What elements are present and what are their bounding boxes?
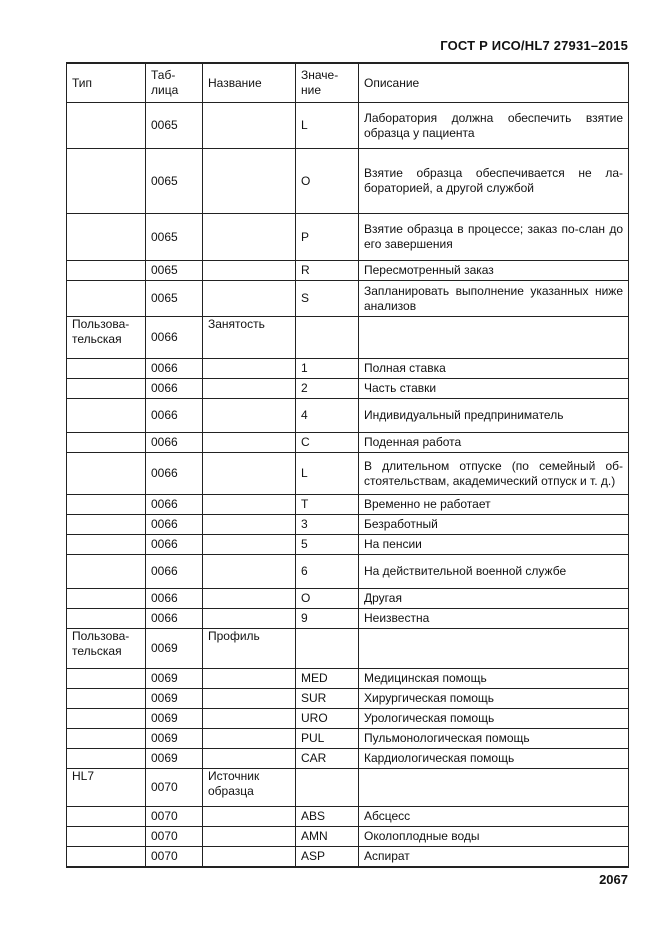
column-header-type: Тип [67, 63, 146, 103]
table-row [67, 214, 629, 261]
cell-type [67, 281, 146, 317]
cell-description: Урологическая помощь [359, 709, 629, 729]
cell-value: 3 [296, 515, 359, 535]
cell-name [203, 359, 296, 379]
cell-table: 0066 [146, 317, 203, 359]
cell-type [67, 149, 146, 214]
cell-name [203, 261, 296, 281]
table-row [67, 807, 629, 827]
cell-name [203, 214, 296, 261]
table-row [67, 709, 629, 729]
cell-value: MED [296, 669, 359, 689]
cell-value: PUL [296, 729, 359, 749]
cell-type [67, 669, 146, 689]
table-row [67, 589, 629, 609]
cell-type [67, 555, 146, 589]
cell-value [296, 629, 359, 669]
cell-table: 0069 [146, 629, 203, 669]
table-row [67, 729, 629, 749]
cell-table: 0066 [146, 515, 203, 535]
cell-name [203, 827, 296, 847]
cell-description: Лаборатория должна обеспечить взятие образца у пациента [359, 103, 629, 149]
cell-value: 5 [296, 535, 359, 555]
table-row [67, 261, 629, 281]
cell-name [203, 749, 296, 769]
cell-description: Кардиологическая помощь [359, 749, 629, 769]
cell-description: Пересмотренный заказ [359, 261, 629, 281]
cell-type [67, 689, 146, 709]
cell-table: 0066 [146, 359, 203, 379]
cell-value: S [296, 281, 359, 317]
cell-description: Хирургическая помощь [359, 689, 629, 709]
cell-value: 9 [296, 609, 359, 629]
cell-type [67, 729, 146, 749]
cell-description: Запланировать выполнение указанных ниже анализов [359, 281, 629, 317]
table-row [67, 149, 629, 214]
cell-table: 0066 [146, 399, 203, 433]
table-row [67, 827, 629, 847]
cell-table: 0070 [146, 769, 203, 807]
table-row [67, 555, 629, 589]
table-row [67, 749, 629, 769]
cell-value: URO [296, 709, 359, 729]
cell-name [203, 669, 296, 689]
cell-value: C [296, 433, 359, 453]
cell-description: Другая [359, 589, 629, 609]
column-header-value: Значе- ние [296, 63, 359, 103]
table-row [67, 669, 629, 689]
column-header-table: Таб- лица [146, 63, 203, 103]
cell-type [67, 827, 146, 847]
cell-type: Пользова- тельская [67, 629, 146, 669]
table-row [67, 609, 629, 629]
cell-name [203, 609, 296, 629]
cell-table: 0066 [146, 453, 203, 495]
cell-type [67, 103, 146, 149]
table-row [67, 359, 629, 379]
cell-table: 0069 [146, 749, 203, 769]
table-row [67, 769, 629, 807]
cell-name: Занятость [203, 317, 296, 359]
cell-type [67, 749, 146, 769]
cell-table: 0065 [146, 214, 203, 261]
cell-name [203, 399, 296, 433]
cell-table: 0065 [146, 103, 203, 149]
cell-name [203, 689, 296, 709]
cell-table: 0065 [146, 281, 203, 317]
cell-description [359, 629, 629, 669]
cell-value: ASP [296, 847, 359, 867]
cell-type: Пользова- тельская [67, 317, 146, 359]
table-body [67, 103, 629, 867]
cell-name [203, 847, 296, 867]
cell-description: Часть ставки [359, 379, 629, 399]
cell-name [203, 103, 296, 149]
table-row [67, 399, 629, 433]
cell-type [67, 261, 146, 281]
cell-type [67, 609, 146, 629]
cell-name [203, 515, 296, 535]
cell-description: Аспират [359, 847, 629, 867]
cell-table: 0069 [146, 729, 203, 749]
table-row [67, 317, 629, 359]
cell-description: Полная ставка [359, 359, 629, 379]
cell-value: ABS [296, 807, 359, 827]
cell-name [203, 149, 296, 214]
cell-type [67, 399, 146, 433]
cell-description: Безработный [359, 515, 629, 535]
cell-value: CAR [296, 749, 359, 769]
cell-type [67, 379, 146, 399]
table-row [67, 847, 629, 867]
cell-description: Индивидуальный предприниматель [359, 399, 629, 433]
cell-description: Неизвестна [359, 609, 629, 629]
cell-description [359, 317, 629, 359]
cell-type [67, 515, 146, 535]
cell-table: 0066 [146, 495, 203, 515]
cell-value [296, 317, 359, 359]
cell-value [296, 769, 359, 807]
cell-type: HL7 [67, 769, 146, 807]
cell-type [67, 709, 146, 729]
cell-name [203, 589, 296, 609]
table-row [67, 453, 629, 495]
cell-name: Профиль [203, 629, 296, 669]
cell-table: 0069 [146, 709, 203, 729]
cell-table: 0066 [146, 433, 203, 453]
cell-name [203, 281, 296, 317]
cell-value: AMN [296, 827, 359, 847]
column-header-description: Описание [359, 63, 629, 103]
code-table-container [66, 62, 628, 868]
code-table [66, 62, 629, 868]
cell-value: 4 [296, 399, 359, 433]
cell-value: O [296, 149, 359, 214]
table-row [67, 103, 629, 149]
cell-type [67, 359, 146, 379]
cell-value: L [296, 453, 359, 495]
cell-value: 6 [296, 555, 359, 589]
cell-description: Околоплодные воды [359, 827, 629, 847]
cell-table: 0065 [146, 261, 203, 281]
table-row [67, 379, 629, 399]
cell-type [67, 847, 146, 867]
page-number: 2067 [599, 872, 628, 887]
cell-description: На пенсии [359, 535, 629, 555]
cell-table: 0065 [146, 149, 203, 214]
cell-type [67, 453, 146, 495]
cell-table: 0070 [146, 827, 203, 847]
cell-description: Поденная работа [359, 433, 629, 453]
table-row [67, 433, 629, 453]
cell-description: Пульмонологическая помощь [359, 729, 629, 749]
cell-table: 0066 [146, 535, 203, 555]
cell-value: P [296, 214, 359, 261]
cell-description: В длительном отпуске (по семейный об-стоятельствам, академический отпуск и т. д.) [359, 453, 629, 495]
table-row [67, 495, 629, 515]
cell-name: Источник образца [203, 769, 296, 807]
cell-value: 2 [296, 379, 359, 399]
cell-description: Медицинская помощь [359, 669, 629, 689]
cell-type [67, 535, 146, 555]
cell-name [203, 555, 296, 589]
cell-value: T [296, 495, 359, 515]
cell-type [67, 214, 146, 261]
cell-description [359, 769, 629, 807]
table-row [67, 281, 629, 317]
cell-name [203, 535, 296, 555]
table-header-row [67, 63, 629, 103]
cell-name [203, 807, 296, 827]
cell-table: 0066 [146, 379, 203, 399]
cell-type [67, 589, 146, 609]
cell-name [203, 379, 296, 399]
cell-value: R [296, 261, 359, 281]
table-row [67, 535, 629, 555]
cell-description: Абсцесс [359, 807, 629, 827]
cell-type [67, 807, 146, 827]
cell-value: SUR [296, 689, 359, 709]
cell-table: 0069 [146, 669, 203, 689]
cell-value: L [296, 103, 359, 149]
column-header-name: Название [203, 63, 296, 103]
cell-table: 0066 [146, 589, 203, 609]
cell-type [67, 495, 146, 515]
cell-description: Временно не работает [359, 495, 629, 515]
cell-description: На действительной военной службе [359, 555, 629, 589]
table-row [67, 689, 629, 709]
cell-name [203, 453, 296, 495]
cell-name [203, 729, 296, 749]
cell-name [203, 709, 296, 729]
cell-description: Взятие образца в процессе; заказ по-слан до его завершения [359, 214, 629, 261]
document-code: ГОСТ Р ИСО/HL7 27931–2015 [440, 38, 628, 53]
cell-description: Взятие образца обеспечивается не ла-бораторией, а другой службой [359, 149, 629, 214]
cell-name [203, 495, 296, 515]
cell-table: 0066 [146, 609, 203, 629]
table-row [67, 629, 629, 669]
cell-table: 0066 [146, 555, 203, 589]
table-row [67, 515, 629, 535]
cell-name [203, 433, 296, 453]
cell-value: O [296, 589, 359, 609]
cell-type [67, 433, 146, 453]
cell-table: 0070 [146, 847, 203, 867]
cell-table: 0070 [146, 807, 203, 827]
cell-table: 0069 [146, 689, 203, 709]
cell-value: 1 [296, 359, 359, 379]
